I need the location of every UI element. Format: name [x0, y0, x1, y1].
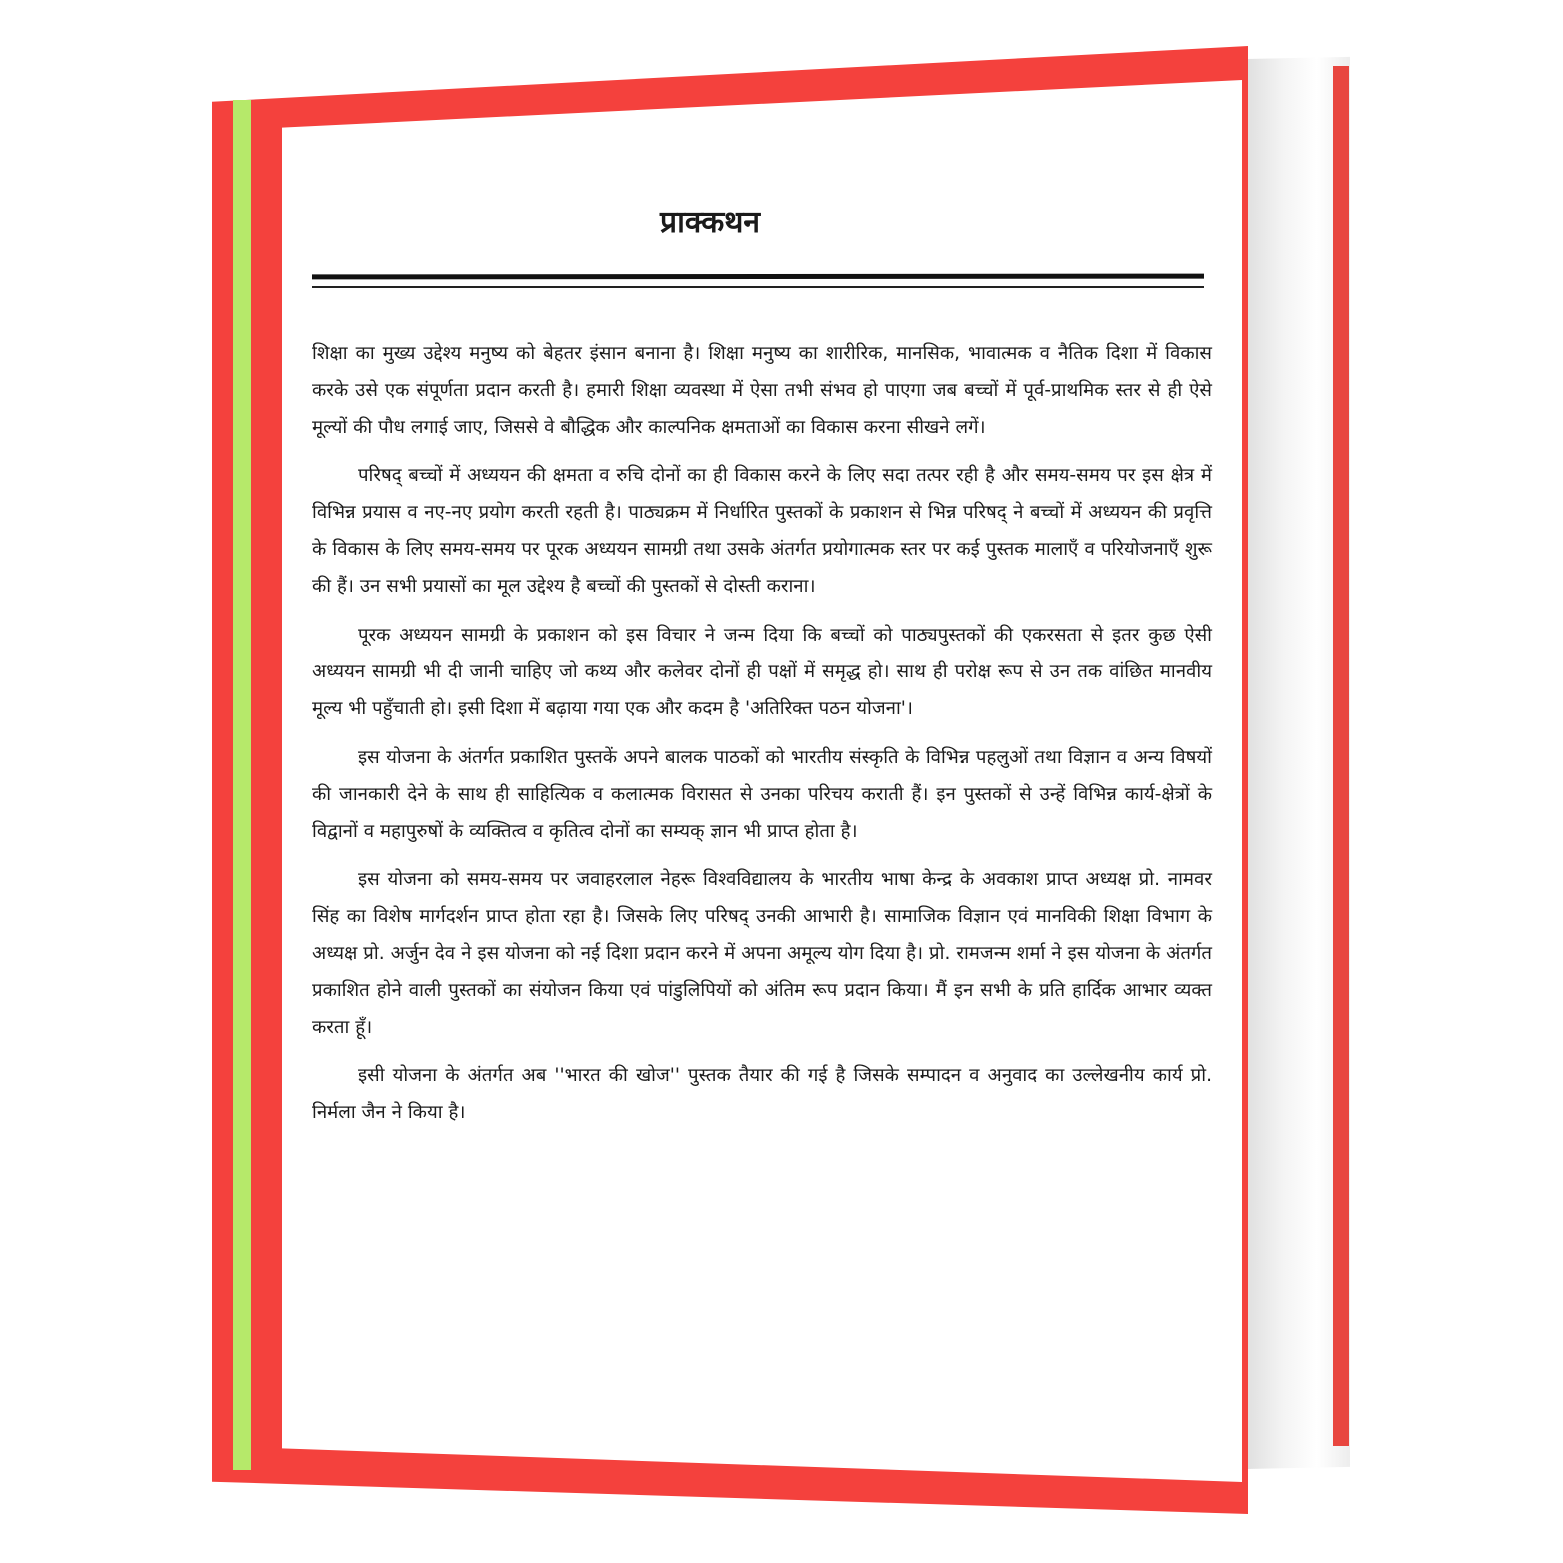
book-spine	[1333, 66, 1349, 1446]
paragraph: शिक्षा का मुख्य उद्देश्य मनुष्य को बेहतर इंसान बनाना है। शिक्षा मनुष्य का शारीरिक, मानसिक, भावात्मक व नैतिक दिशा में विकास करके उसे एक संपूर्णता प्रदान करती है। हमारी शिक्षा व्यवस्था में ऐसा तभी संभव हो पाएगा जब बच्चों में पूर्व-प्राथमिक स्तर से ही ऐसे मूल्यों की पौध लगाई जाए, जिससे वे बौद्धिक और काल्पनिक क्षमताओं का विकास करना सीखने लगें।	[312, 343, 1212, 438]
page-body	[312, 336, 1212, 1144]
paragraph: पूरक अध्ययन सामग्री के प्रकाशन को इस विचार ने जन्म दिया कि बच्चों को पाठ्यपुस्तकों की एकरसता से इतर कुछ ऐसी अध्ययन सामग्री भी दी जानी चाहिए जो कथ्य और कलेवर दोनों ही पक्षों में समृद्ध हो। साथ ही परोक्ष रूप से उन तक वांछित मानवीय मूल्य भी पहुँचाती हो। इसी दिशा में बढ़ाया गया एक और कदम है 'अतिरिक्त पठन योजना'।	[312, 624, 1212, 720]
title-rule-thin	[312, 286, 1204, 288]
paragraph: इस योजना को समय-समय पर जवाहरलाल नेहरू विश्वविद्यालय के भारतीय भाषा केन्द्र के अवकाश प्राप्त अध्यक्ष प्रो. नामवर सिंह का विशेष मार्गदर्शन प्राप्त होता रहा है। जिसके लिए परिषद् उनकी आभारी है। सामाजिक विज्ञान एवं मानविकी शिक्षा विभाग के अध्यक्ष प्रो. अर्जुन देव ने इस योजना को नई दिशा प्रदान करने में अपना अमूल्य योग दिया है। प्रो. रामजन्म शर्मा ने इस योजना के अंतर्गत प्रकाशित होने वाली पुस्तकों का संयोजन किया एवं पांडुलिपियों को अंतिम रूप प्रदान किया। मैं इन सभी के प्रति हार्दिक आभार व्यक्त करता हूँ।	[312, 869, 1212, 1038]
paragraph: परिषद् बच्चों में अध्ययन की क्षमता व रुचि दोनों का ही विकास करने के लिए सदा तत्पर रही है और समय-समय पर इस क्षेत्र में विभिन्न प्रयास व नए-नए प्रयोग करती रहती है। पाठ्यक्रम में निर्धारित पुस्तकों के प्रकाशन से भिन्न परिषद् ने बच्चों में अध्ययन की प्रवृत्ति के विकास के लिए समय-समय पर पूरक अध्ययन सामग्री तथा उसके अंतर्गत प्रयोगात्मक स्तर पर कई पुस्तक मालाएँ व परियोजनाएँ शुरू की हैं। उन सभी प्रयासों का मूल उद्देश्य है बच्चों की पुस्तकों से दोस्ती कराना।	[312, 465, 1212, 597]
page-title: प्राक्कथन	[660, 205, 761, 240]
cover-stripe	[233, 100, 251, 1470]
paragraph: इसी योजना के अंतर्गत अब ''भारत की खोज'' पुस्तक तैयार की गई है जिसके सम्पादन व अनुवाद का उल्लेखनीय कार्य प्रो. निर्मला जैन ने किया है।	[312, 1065, 1212, 1124]
title-rule-thick	[312, 274, 1204, 280]
paragraph: इस योजना के अंतर्गत प्रकाशित पुस्तकें अपने बालक पाठकों को भारतीय संस्कृति के विभिन्न पहलुओं तथा विज्ञान व अन्य विषयों की जानकारी देने के साथ ही साहित्यिक व कलात्मक विरासत से उनका परिचय कराती हैं। इन पुस्तकों से उन्हें विभिन्न कार्य-क्षेत्रों के विद्वानों व महापुरुषों के व्यक्तित्व व कृतित्व दोनों का सम्यक् ज्ञान भी प्राप्त होता है।	[312, 746, 1212, 842]
